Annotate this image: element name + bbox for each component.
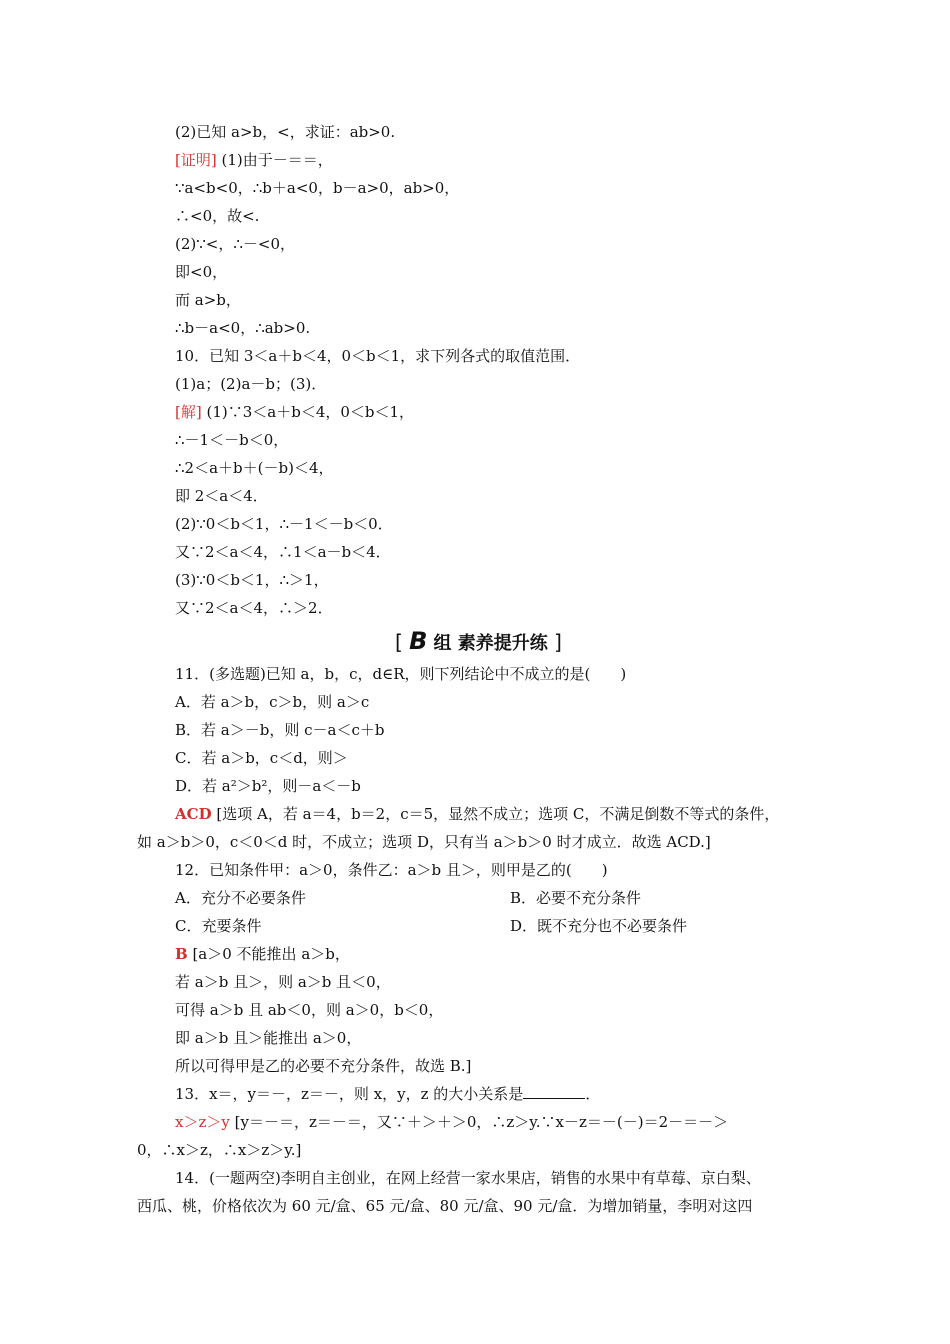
- question-line: [137, 1140, 301, 1160]
- line-text: 可得 a＞b 且 ab＜0，则 a＞0，b＜0，: [175, 1001, 444, 1019]
- solution-line: [175, 486, 268, 506]
- question-line: [175, 888, 306, 908]
- line-text: (1)∵3＜a＋b＜4，0＜b＜1，: [201, 403, 415, 421]
- bracket-close: ]: [547, 630, 562, 654]
- line-text: (1)a；(2)a－b；(3)．: [175, 375, 327, 393]
- line-text: C．若 a＞b，c＜d，则＞: [175, 749, 348, 767]
- solution-line: [175, 430, 288, 450]
- question-line: [510, 916, 687, 936]
- line-text: 又∵2＜a＜4，∴1＜a－b＜4．: [175, 543, 391, 561]
- section-title: 组 素养提升练: [433, 633, 548, 654]
- line-text: 即 a＞b 且＞能推出 a＞0，: [175, 1029, 362, 1047]
- line-text: 10．已知 3＜a＋b＜4，0＜b＜1，求下列各式的取值范围．: [175, 347, 581, 365]
- line-text: D．若 a²＞b²，则－a＜－b: [175, 777, 361, 795]
- solution-line: [175, 150, 333, 170]
- question-line: [175, 1028, 361, 1048]
- solution-line: [175, 318, 310, 338]
- answer-label: ACD: [175, 805, 212, 823]
- line-text: ∴2＜a＋b＋(－b)＜4，: [175, 459, 334, 477]
- solution-line: [175, 542, 391, 562]
- question-line: [175, 1112, 728, 1132]
- line-text: [选项 A，若 a＝4，b＝2，c＝5，显然不成立；选项 C，不满足倒数不等式的条件，: [211, 805, 780, 823]
- line-text: 即 2＜a＜4．: [175, 487, 268, 505]
- question-line: [175, 748, 348, 768]
- line-text: 14．(一题两空)李明自主创业，在网上经营一家水果店，销售的水果中有草莓、京白梨、: [175, 1169, 761, 1187]
- line-text: (2)∵<，∴－<0，: [175, 235, 296, 253]
- solution-line: [175, 290, 241, 310]
- solution-line: [175, 234, 295, 254]
- question-line: [510, 888, 641, 908]
- question-line: [175, 692, 369, 712]
- section-heading: [395, 627, 562, 655]
- question-line: [175, 776, 361, 796]
- line-text: 西瓜、桃，价格依次为 60 元/盒、65 元/盒、80 元/盒、90 元/盒．为增加销量，李明对这四: [137, 1197, 753, 1215]
- line-text: 13．x＝，y＝－，z＝－，则 x，y，z 的大小关系是: [175, 1085, 524, 1103]
- question-line: [175, 1000, 443, 1020]
- question-line: [175, 1084, 600, 1104]
- question-line: [175, 1168, 761, 1188]
- line-text: 若 a＞b 且＞，则 a＞b 且＜0，: [175, 973, 391, 991]
- solution-line: [175, 402, 414, 422]
- line-text: 即<0，: [175, 263, 228, 281]
- line-text: (2)∵0＜b＜1，∴－1＜－b＜0．: [175, 515, 393, 533]
- line-text: B．若 a＞－b，则 c－a＜c＋b: [175, 721, 385, 739]
- question-line: [175, 972, 391, 992]
- answer-blank: [523, 1084, 585, 1099]
- solution-line: [175, 570, 329, 590]
- question-line: [175, 944, 350, 964]
- solution-line: [175, 598, 333, 618]
- line-text: 而 a>b，: [175, 291, 241, 309]
- section-letter: B: [409, 627, 428, 655]
- line-text: [a＞0 不能推出 a＞b，: [187, 945, 350, 963]
- answer-label: x＞z＞y: [175, 1113, 230, 1131]
- line-text: B．必要不充分条件: [510, 889, 642, 907]
- line-text: ∴<0，故<.: [175, 207, 260, 225]
- question-line: [175, 916, 261, 936]
- answer-label: [解]: [175, 403, 202, 421]
- solution-line: [175, 122, 395, 142]
- solution-line: [175, 262, 227, 282]
- question-line: [175, 664, 626, 684]
- line-text: (2)已知 a>b，<，求证：ab>0.: [175, 123, 396, 141]
- line-text: A．若 a＞b，c＞b，则 a＞c: [175, 693, 370, 711]
- line-text: ∴－1＜－b＜0，: [175, 431, 289, 449]
- line-text: 如 a＞b＞0，c＜0＜d 时，不成立；选项 D，只有当 a＞b＞0 时才成立．故选 ACD.]: [137, 833, 711, 851]
- line-text: 0，∴x＞z，∴x＞z＞y.]: [137, 1141, 302, 1159]
- line-text: D．既不充分也不必要条件: [510, 917, 688, 935]
- answer-label: [证明]: [175, 151, 217, 169]
- line-tail: ．: [585, 1085, 601, 1103]
- question-line: [175, 860, 608, 880]
- line-text: [y＝－＝，z＝－＝，又∵＋＞＋＞0，∴z＞y.∵x－z＝－(－)＝2－＝－＞: [229, 1113, 729, 1131]
- line-text: ∴b－a<0，∴ab>0.: [175, 319, 311, 337]
- bracket-open: [: [395, 630, 410, 654]
- solution-line: [175, 458, 333, 478]
- line-text: C．充要条件: [175, 917, 262, 935]
- solution-line: [175, 206, 259, 226]
- line-text: A．充分不必要条件: [175, 889, 306, 907]
- solution-line: [175, 178, 459, 198]
- line-text: ∵a<b<0，∴b＋a<0，b－a>0，ab>0，: [175, 179, 460, 197]
- question-line: [175, 1056, 471, 1076]
- solution-line: [175, 374, 326, 394]
- answer-label: B: [175, 945, 188, 963]
- line-text: 12．已知条件甲：a＞0，条件乙：a＞b 且＞，则甲是乙的( ): [175, 861, 608, 879]
- line-text: (1)由于－＝＝，: [216, 151, 333, 169]
- line-text: 所以可得甲是乙的必要不充分条件，故选 B.]: [175, 1057, 472, 1075]
- question-line: [137, 832, 711, 852]
- question-line: [175, 720, 384, 740]
- line-text: 又∵2＜a＜4，∴＞2．: [175, 599, 333, 617]
- solution-line: [175, 514, 393, 534]
- question-line: [175, 804, 779, 824]
- line-text: 11．(多选题)已知 a，b，c，d∈R，则下列结论中不成立的是( ): [175, 665, 627, 683]
- line-text: (3)∵0＜b＜1，∴＞1，: [175, 571, 329, 589]
- question-line: [137, 1196, 752, 1216]
- solution-line: [175, 346, 580, 366]
